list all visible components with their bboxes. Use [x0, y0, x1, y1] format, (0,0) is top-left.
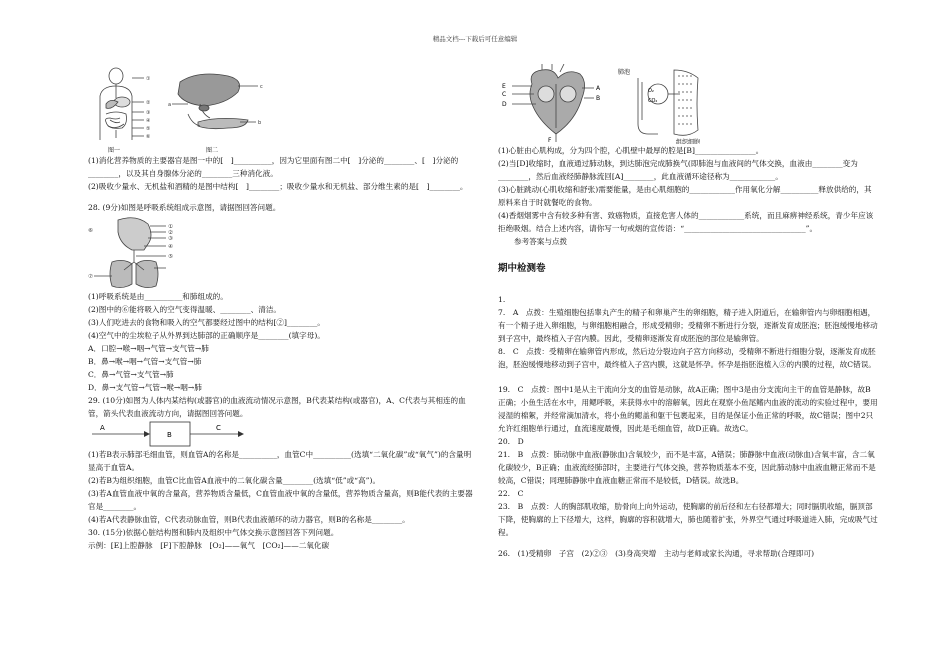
q28-option-c: C．鼻→气管→支气管→肺 — [88, 370, 174, 379]
fig2-mark-c: c — [260, 84, 263, 90]
fig2-label: 图二 — [206, 147, 219, 154]
q28-option-a: A．口腔→喉→咽→气管→支气管→肺 — [88, 344, 209, 353]
q30-title: 30. (15分)依据心脏结构图和肺内及组织中气体交换示意图回答下列问题。 — [88, 528, 339, 537]
reference-answer-heading: 参考答案与点拨 — [514, 237, 568, 246]
answer-8: 8. C 点拨：受精卵在输卵管内形成，然后边分裂边向子宫方向移动，受精卵不断进行细胞分裂，逐渐发育成胚泡，胚泡缓慢地移动到子宫中，最终植入子宫内膜，这就是怀孕。怀孕是指胚泡植入③的内膜的过程，故C错误。 — [498, 347, 876, 369]
digestive-system-diagram — [88, 64, 476, 154]
answer-26: 26. (1)受精卵 子宫 (2)②③ (3)身高突增 主动与老师或家长沟通，寻求帮助(合理即可) — [498, 549, 815, 558]
q28-num-7: ⑦ — [88, 274, 93, 280]
svg-text:④: ④ — [146, 118, 151, 124]
blood-flow-figure — [88, 420, 476, 448]
answer-7: 7. A 点拨：生殖细胞包括睾丸产生的精子和卵巢产生的卵细胞，精子进入阴道后，在输卵管内与卵细胞相遇，有一个精子进入卵细胞，与卵细胞相融合，形成受精卵；受精卵不断进行分裂，逐渐发育成胚泡；胚泡缓慢地移动到子宫中，最终植入子宫内膜。因此，受精卵逐渐发育成胚泡的部位是输卵管。 — [498, 308, 878, 343]
q29-title: 29. (10分)如图为人体内某结构(或器官)的血液流动情况示意图，B代表某结构(或器官)，A、C代表与其相连的血管，箭头代表血液流动方向，请据图回答问题。 — [88, 396, 466, 418]
q30-part2: (2)当[D]收缩时，血液通过肺动脉，到达肺泡完成肺换气(即肺泡与血液间的气体交换，血液由________变为________，然后血液经肺静脉流回[A]________，此血液循环途径称为____________。 — [498, 159, 858, 181]
q28-num-5: ⑤ — [168, 254, 173, 260]
right-column — [498, 64, 878, 560]
q28-num-2: ② — [168, 230, 173, 236]
fig2-mark-a: a — [168, 102, 172, 108]
answer-23: 23. B 点拨：人的胸部肌收缩，肋骨向上向外运动，使胸廓的前后径和左右径都增大；同时膈肌收缩，膈顶部下降，使胸廓的上下径增大，这样，胸廓的容积就增大，肺也随着扩张，外界空气通过呼吸道进入肺，完成吸气过程。 — [498, 502, 878, 537]
digestive-figures — [88, 64, 476, 154]
respiratory-system-diagram — [88, 214, 208, 290]
heart-and-gas-exchange-diagram — [498, 64, 878, 144]
q29-part4: (4)若A代表静脉血管，C代表动脉血管，则B代表血液循环的动力器官，则B的名称是________。 — [88, 515, 410, 524]
q28-num-6: ⑥ — [88, 228, 93, 234]
heart-lung-figures — [498, 64, 878, 144]
alveolus-label: 肺泡 — [618, 69, 631, 76]
answer-19: 19. C 点拨：图中1是从主干流向分支的血管是动脉，故A正确；图中3是由分支流向主干的血管是静脉，故B正确；小鱼生活在水中，用鳃呼吸，来获得水中的溶解氧，因此在观察小鱼尾鳍内血液的流动的实验过程中，要用浸湿的棉絮，并经常滴加清水，将小鱼的鳃盖和躯干包裹起来，目的是保证小鱼正常的呼吸，故C错误；图中2只允许红细胞单行通过，血流速度最慢，因此是毛细血管，故D正确。故选C。 — [498, 385, 878, 433]
q27-part1: (1)消化营养物质的主要器官是图一中的[ ]__________，因为它里面有图二中[ ]分泌的________、[ ]分泌的________，以及其自身腺体分泌的________三种消化液。 — [88, 156, 459, 178]
heart-letter-e: E — [502, 83, 506, 90]
q29-part1: (1)若B表示肺部毛细血管，则血管A的名称是__________，血管C中__________(选填“二氧化碳”或“氧气”)的含量明显高于血管A。 — [88, 450, 472, 472]
q28-part4: (4)空气中的尘埃粒子从外界到达肺部的正确顺序是________(填字母)。 — [88, 331, 325, 340]
section-title: 期中检测卷 — [498, 263, 546, 274]
q28-part1: (1)呼吸系统是由__________和肺组成的。 — [88, 292, 228, 301]
respiratory-figure — [88, 214, 476, 290]
svg-text:①: ① — [146, 76, 151, 82]
blood-flow-diagram — [88, 420, 288, 448]
q29-label-a: A — [100, 424, 105, 432]
q30-example: 示例：[E]上腔静脉 [F]下腔静脉 [O₂]——氧气 [CO₂]——二氧化碳 — [88, 541, 330, 550]
heart-letter-b: B — [596, 95, 601, 102]
svg-text:③: ③ — [146, 110, 151, 116]
q28-title: 28. (9分)如图是呼吸系统组成示意图，请据图回答问题。 — [88, 203, 281, 212]
svg-text:⑥: ⑥ — [146, 134, 151, 140]
co2-label: CO₂ — [648, 98, 658, 104]
fig2-mark-b: b — [258, 120, 262, 126]
q30-part1: (1)心脏由心肌构成，分为四个腔，心肌壁中最厚的腔是[B]________________。 — [498, 146, 764, 155]
svg-text:②: ② — [146, 100, 151, 106]
q27-part2: (2)吸收少量水、无机盐和酒精的是图中结构[ ]________；吸收少量水和无机盐、部分维生素的是[ ]________。 — [88, 182, 468, 191]
answer-22: 22. C — [498, 489, 524, 498]
page-header: 精品文档---下载后可任意编辑 — [432, 35, 518, 43]
o2-label: O₂ — [648, 88, 654, 94]
q28-part2: (2)图中的⑥能将吸入的空气变得温暖、________、清洁。 — [88, 305, 282, 314]
svg-text:⑤: ⑤ — [146, 126, 151, 132]
tissue-cell-label: 组织细胞 — [676, 139, 701, 144]
q28-option-d: D．鼻→支气管→气管→喉→咽→肺 — [88, 383, 202, 392]
q29-label-b: B — [167, 431, 172, 439]
q28-num-1: ① — [168, 224, 173, 230]
q30-part4: (4)香烟烟雾中含有较多种有害、致癌物质，直接危害人体的____________系统，而且麻痹神经系统，青少年应该拒绝吸烟。结合上述内容，请你写一句戒烟的宣传语：“________________________________”。 — [498, 211, 874, 233]
q28-part3: (3)人们吃进去的食物和吸入的空气都要经过图中的结构[②]________。 — [88, 318, 325, 327]
q28-num-3: ③ — [168, 236, 173, 242]
q28-option-b: B．鼻→喉→咽→气管→支气管→肺 — [88, 357, 202, 366]
heart-letter-d: D — [502, 101, 507, 108]
q30-part3: (3)心脏跳动(心肌收缩和舒张)需要能量，是由心肌细胞的____________作用氧化分解__________释放供给的，其原料来自于时就餐吃的食物。 — [498, 185, 872, 207]
q29-part2: (2)若B为组织细胞，血管C比血管A血液中的二氧化碳含量________(选填“低”或“高”)。 — [88, 476, 381, 485]
q29-label-c: C — [216, 424, 221, 432]
heart-letter-a: A — [596, 85, 601, 92]
heart-letter-f: F — [548, 137, 552, 144]
fig1-label: 图一 — [108, 147, 121, 154]
answer-1: 1. — [498, 295, 506, 304]
q29-part3: (3)若A血管血液中氧的含量高，营养物质含量低，C血管血液中氧的含量低，营养物质含量高，则B能代表的主要器官是________。 — [88, 489, 473, 511]
answer-21: 21. B 点拨：肺动脉中血液(静脉血)含氧较少，而不是丰富，A错误；肺静脉中血液(动脉血)含氧丰富，含二氧化碳较少，B正确；血液流经肺部时，主要进行气体交换，营养物质基本不变，因此肺动脉中血液血糖正常而不是较高，C错误；同理肺静脉中血液血糖正常而不是较低，D错误。故选B。 — [498, 450, 876, 485]
q28-num-4: ④ — [168, 244, 173, 250]
answer-20: 20. D — [498, 437, 524, 446]
left-column — [88, 64, 476, 552]
heart-letter-c: C — [502, 91, 507, 98]
